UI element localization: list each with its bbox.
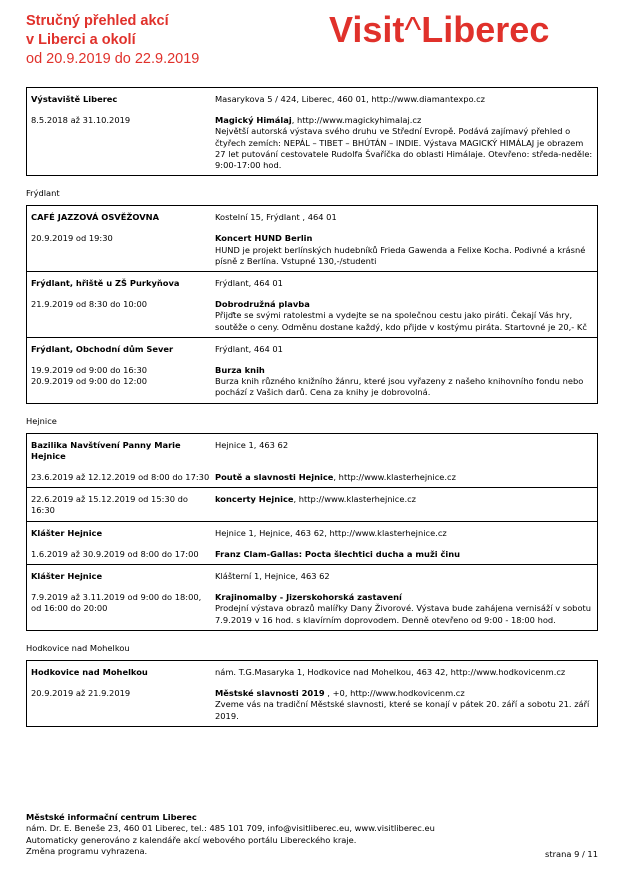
event-venue: Výstaviště Liberec [31, 94, 118, 104]
logo-text-visit: Visit [329, 9, 405, 50]
event-item [27, 487, 597, 520]
event-info [215, 592, 593, 626]
event-info [215, 472, 593, 483]
event-info [215, 299, 593, 333]
events-box [26, 433, 598, 631]
event-link: , http://www.magickyhimalaj.cz [291, 115, 422, 126]
event-title-line [215, 549, 593, 560]
event-title-line [215, 233, 593, 244]
logo-caret: ^ [404, 9, 422, 50]
event-description: Burza knih různého knižního žánru, které jsou vyřazeny z našeho knihovního fondu nebo pochází z Vašich darů. Cena za knihy je dobrovolná. [215, 376, 584, 398]
footer-disclaimer: Změna programu vyhrazena. [26, 846, 148, 857]
event-description: HUND je projekt berlínských hudebníků Frieda Gawenda a Felixe Kocha. Podivné a krásné písně z Berlína. Vstupné 130,-/studenti [215, 244, 586, 266]
event-date-line: 21.9.2019 od 8:30 do 10:00 [31, 299, 148, 310]
spacer [31, 105, 593, 115]
event-item [27, 88, 597, 175]
event-description: Zveme vás na tradiční Městské slavnosti, které se konají v pátek 20. září a sobotu 21. září 2019. [215, 699, 590, 721]
event-detail-row [31, 688, 593, 722]
event-title: koncerty Hejnice [215, 494, 294, 505]
event-address: Masarykova 5 / 424, Liberec, 460 01, http://www.diamantexpo.cz [215, 94, 486, 104]
event-address: Kostelní 15, Frýdlant , 464 01 [215, 212, 337, 223]
event-info [215, 115, 593, 171]
spacer [31, 539, 593, 549]
event-section [26, 643, 598, 727]
logo-text-liberec: Liberec [421, 9, 550, 50]
footer-generated-note: Automaticky generováno z kalendáře akcí webového portálu Libereckého kraje. [26, 834, 357, 845]
event-dates [31, 592, 215, 626]
event-address: nám. T.G.Masaryka 1, Hodkovice nad Mohelkou, 463 42, http://www.hodkovicenm.cz [215, 666, 566, 677]
footer-contact: nám. Dr. E. Beneše 23, 460 01 Liberec, tel.: 485 101 709, info@visitliberec.eu, www.visitliberec.eu [26, 823, 435, 834]
event-title-line [215, 688, 593, 699]
event-dates [31, 115, 215, 171]
event-description: Prodejní výstava obrazů malířky Dany Živorové. Výstava bude zahájena vernisáží v sobotu 7.9.2019 v 16 hod. s klavírním doprovodem. Denně otevřeno od 9:00 - 18:00 hod. [215, 603, 592, 625]
section-name: Hodkovice nad Mohelkou [26, 642, 130, 653]
event-detail-row [31, 494, 593, 516]
event-detail-row [31, 592, 593, 626]
title-line-2: v Liberci a okolí [26, 32, 136, 48]
page-number: strana 9 / 11 [545, 849, 598, 859]
event-venue-row [31, 94, 593, 105]
title-line-1: Stručný přehled akcí [26, 13, 169, 29]
event-item [27, 206, 597, 271]
spacer [31, 355, 593, 365]
events-box [26, 87, 598, 176]
event-title: Magický Himálaj [215, 115, 292, 126]
event-detail-row [31, 233, 593, 267]
event-dates [31, 299, 215, 333]
event-title: Poutě a slavnosti Hejnice [215, 472, 334, 483]
event-date-line: 20.9.2019 až 21.9.2019 [31, 688, 131, 699]
event-link: , +0, http://www.hodkovicenm.cz [324, 688, 465, 699]
event-venue: Klášter Hejnice [31, 527, 103, 538]
event-title: Dobrodružná plavba [215, 299, 310, 310]
spacer [31, 289, 593, 299]
event-detail-row [31, 115, 593, 171]
event-info [215, 233, 593, 267]
event-date-line: 22.6.2019 až 15.12.2019 od 15:30 do 16:30 [31, 494, 188, 516]
event-info [215, 688, 593, 722]
event-address: Hejnice 1, 463 62 [215, 439, 289, 450]
event-venue: CAFÉ JAZZOVÁ OSVĚŽOVNA [31, 212, 160, 223]
event-detail-row [31, 365, 593, 399]
event-item [27, 521, 597, 564]
event-detail-row [31, 549, 593, 560]
events-listing [26, 70, 598, 727]
event-date-line: 19.9.2019 od 9:00 do 16:30 [31, 365, 148, 376]
event-title: Městské slavnosti 2019 [215, 688, 325, 699]
event-description: Největší autorská výstava svého druhu ve Střední Evropě. Podává zajímavý přehled o čtyřech zemích: NEPÁL – TIBET – BHÚTÁN – INDIE. Výstava MAGICKÝ HIMÁLAJ je obrazem 27 let putování cestovatele Rudolfa Švaříčka do oblasti Himálaje. Otevřeno: středa-neděle: 9:00-17:00 hod. [215, 126, 593, 171]
event-item [27, 564, 597, 630]
event-venue-row [31, 344, 593, 355]
event-link: , http://www.klasterhejnice.cz [293, 494, 417, 505]
visit-liberec-logo [329, 8, 549, 52]
events-box [26, 660, 598, 727]
event-venue: Bazilika Navštívení Panny Marie Hejnice [31, 439, 181, 461]
event-title: Krajinomalby - Jizerskohorská zastavení [215, 592, 402, 603]
event-description: Přijďte se svými ratolestmi a vydejte se na společnou cestu jako piráti. Čekají Vás hry, soutěže o ceny. Odměnu dostane každý, kdo přijde v kostýmu piráta. Startovné je 20,- Kč [215, 310, 587, 332]
event-detail-row [31, 472, 593, 483]
event-venue-row [31, 212, 593, 223]
event-section [26, 416, 598, 631]
event-title-line [215, 115, 593, 126]
spacer [31, 678, 593, 688]
event-dates [31, 233, 215, 267]
event-item [27, 661, 597, 726]
event-venue: Klášter Hejnice [31, 571, 103, 582]
event-item [27, 434, 597, 488]
event-title-line [215, 365, 593, 376]
footer [26, 812, 598, 858]
events-box [26, 205, 598, 403]
event-section [26, 70, 598, 176]
event-title-line [215, 472, 593, 483]
spacer [31, 223, 593, 233]
event-venue: Frýdlant, Obchodní dům Sever [31, 343, 174, 354]
event-address: Hejnice 1, Hejnice, 463 62, http://www.klasterhejnice.cz [215, 527, 447, 538]
event-info [215, 549, 593, 560]
event-address: Frýdlant, 464 01 [215, 278, 283, 289]
event-dates [31, 472, 215, 483]
event-link: , http://www.klasterhejnice.cz [333, 472, 456, 483]
event-dates [31, 549, 215, 560]
event-title: Franz Clam-Gallas: Pocta šlechtici ducha a muži činu [215, 548, 461, 559]
event-dates [31, 494, 215, 516]
event-dates [31, 688, 215, 722]
event-venue-row [31, 571, 593, 582]
footer-organization: Městské informační centrum Liberec [26, 812, 197, 822]
event-address: Frýdlant, 464 01 [215, 343, 283, 354]
section-name: Hejnice [26, 415, 57, 426]
event-title-line [215, 592, 593, 603]
event-title: Koncert HUND Berlin [215, 233, 313, 244]
event-title: Burza knih [215, 365, 265, 376]
event-item [27, 337, 597, 403]
event-date-line: 7.9.2019 až 3.11.2019 od 9:00 do 18:00, [31, 592, 202, 603]
section-name [26, 70, 598, 81]
event-venue: Hodkovice nad Mohelkou [31, 666, 148, 677]
event-detail-row [31, 299, 593, 333]
event-title-line [215, 299, 593, 310]
event-venue-row [31, 528, 593, 539]
spacer [31, 462, 593, 472]
event-date-line: 20.9.2019 od 9:00 do 12:00 [31, 376, 148, 387]
event-venue-row [31, 667, 593, 678]
title-date-range: od 20.9.2019 do 22.9.2019 [26, 51, 200, 67]
event-info [215, 365, 593, 399]
document-title [26, 12, 316, 69]
event-address: Klášterní 1, Hejnice, 463 62 [215, 571, 330, 582]
event-venue: Frýdlant, hřiště u ZŠ Purkyňova [31, 278, 180, 289]
event-date-line: 23.6.2019 až 12.12.2019 od 8:00 do 17:30 [31, 472, 210, 483]
event-info [215, 494, 593, 516]
spacer [31, 582, 593, 592]
event-title-line [215, 494, 593, 505]
event-date-line: 20.9.2019 od 19:30 [31, 233, 113, 244]
section-name: Frýdlant [26, 188, 60, 199]
event-venue-row [31, 278, 593, 289]
event-venue-row [31, 440, 593, 462]
event-date-line: 1.6.2019 až 30.9.2019 od 8:00 do 17:00 [31, 548, 199, 559]
event-item [27, 271, 597, 337]
event-section [26, 188, 598, 403]
event-dates [31, 365, 215, 399]
event-date-line: od 16:00 do 20:00 [31, 603, 108, 614]
event-date-line: 8.5.2018 až 31.10.2019 [31, 115, 131, 126]
